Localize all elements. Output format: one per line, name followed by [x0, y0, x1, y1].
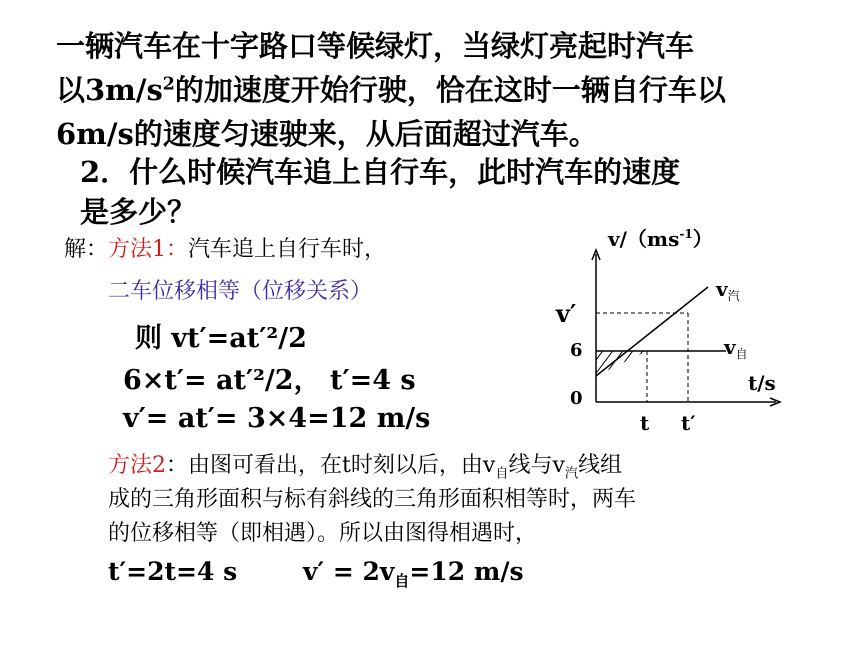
method1-label: 方法1： — [108, 237, 189, 262]
method1-equation-2: 6×t′= at′²/2， t′=4 s — [123, 365, 416, 396]
answer-time: t′=2t=4 s — [108, 557, 238, 586]
tick-label-t: t — [640, 411, 650, 435]
x-axis-label: t/s — [748, 371, 776, 395]
method2-label: 方法2 — [108, 453, 166, 478]
method1-equation-1: 则 vt′=at′²/2 — [135, 323, 307, 354]
velocity-time-graph — [548, 224, 848, 440]
method1-heading — [64, 232, 386, 263]
method1-relation: 二车位移相等（位移关系） — [108, 279, 373, 304]
car-velocity-line — [596, 287, 708, 376]
method2-line-2: 成的三角形面积与标有斜线的三角形面积相等时，两车 — [108, 487, 637, 512]
tick-label-vprime: v′ — [556, 299, 577, 328]
answer-velocity: $v' = 2v_自=12$ m/s — [303, 557, 524, 590]
tick-label-tprime: t′ — [681, 411, 696, 435]
y-axis-label: $v/(ms^{-1})$ — [608, 227, 713, 251]
solution-prefix: 解： — [64, 237, 109, 262]
bike-line-label: $v_自$ — [724, 335, 748, 361]
method1-equation-3: v′= at′= 3×4=12 m/s — [123, 403, 431, 434]
problem-statement — [56, 24, 726, 156]
tick-label-0: 0 — [570, 388, 583, 409]
car-line-label: $v_汽$ — [716, 277, 740, 303]
method1-text: 汽车追上自行车时， — [188, 237, 387, 262]
question-line-2: 是多少？ — [80, 195, 197, 229]
question-line-1: 2．什么时候汽车追上自行车，此时汽车的速度 — [80, 155, 681, 189]
problem-line-3: 6m/s的速度匀速驶来，从后面超过汽车。 — [56, 117, 598, 151]
method2-line-3: 的位移相等（即相遇）。所以由图得相遇时， — [108, 521, 538, 546]
problem-line-1: 一辆汽车在十字路口等候绿灯，当绿灯亮起时汽车 — [56, 29, 695, 63]
method2-line-1: 方法2：由图可看出，在t时刻以后，由$v_自$线与$v_汽$线组 — [108, 453, 623, 482]
tick-label-6: 6 — [570, 340, 583, 361]
problem-line-2: 以$3m/s^2$的加速度开始行驶，恰在这时一辆自行车以 — [56, 73, 726, 107]
